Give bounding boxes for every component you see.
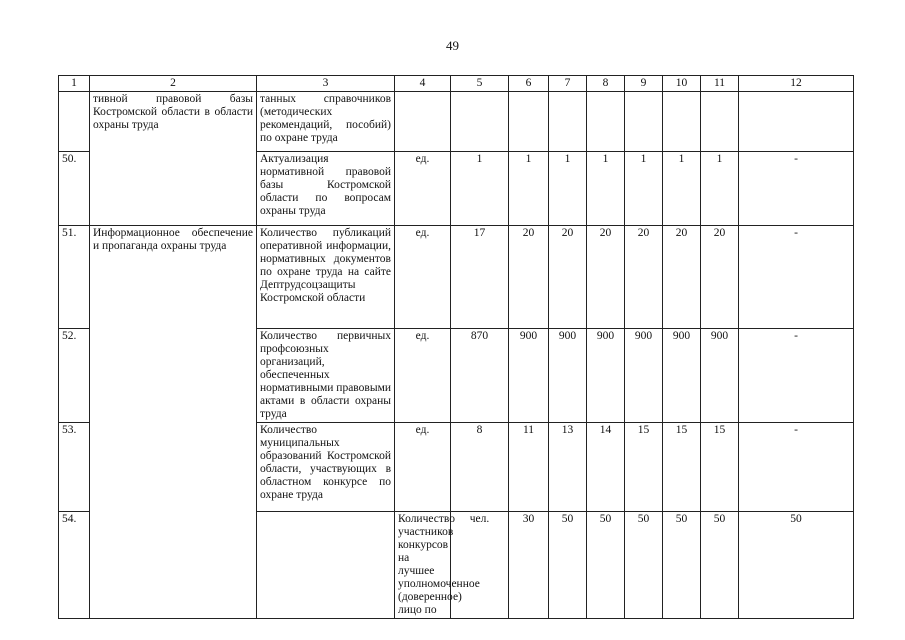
value-cell: 1 xyxy=(549,152,587,226)
value-cell: 900 xyxy=(587,329,625,423)
value-cell: 50 xyxy=(587,512,625,619)
indicator-table xyxy=(58,75,854,619)
header-cell: 6 xyxy=(509,76,549,92)
value-cell xyxy=(739,92,854,152)
value-cell: 50 xyxy=(739,512,854,619)
value-cell: - xyxy=(739,152,854,226)
value-cell: 50 xyxy=(663,512,701,619)
value-cell: 1 xyxy=(587,152,625,226)
page-number: 49 xyxy=(446,38,459,53)
value-cell: 50 xyxy=(701,512,739,619)
unit-cell xyxy=(395,92,451,152)
value-cell: 50 xyxy=(549,512,587,619)
value-cell: 30 xyxy=(509,512,549,619)
value-cell: 20 xyxy=(625,226,663,329)
header-cell: 7 xyxy=(549,76,587,92)
unit-cell: ед. xyxy=(395,226,451,329)
value-cell: 900 xyxy=(663,329,701,423)
goal-cell: Информационное обеспечение и пропаганда охраны труда xyxy=(90,226,257,619)
value-cell: 870 xyxy=(451,329,509,423)
value-cell: 900 xyxy=(549,329,587,423)
value-cell: 13 xyxy=(549,423,587,512)
header-cell: 3 xyxy=(257,76,395,92)
row-number: 54. xyxy=(59,512,90,619)
value-cell: 900 xyxy=(625,329,663,423)
indicator-cell: Количество муниципальных образований Костромской области, участвующих в областном конкурсе по охране труда xyxy=(257,423,395,512)
table-row xyxy=(59,226,854,329)
value-cell: 15 xyxy=(701,423,739,512)
value-cell: 8 xyxy=(451,423,509,512)
header-cell: 9 xyxy=(625,76,663,92)
value-cell: 50 xyxy=(625,512,663,619)
value-cell xyxy=(701,92,739,152)
value-cell xyxy=(625,92,663,152)
header-cell: 5 xyxy=(451,76,509,92)
indicator-cell: танных справочников (методических рекомендаций, пособий) по охране труда xyxy=(257,92,395,152)
unit-cell: чел. xyxy=(451,512,509,619)
value-cell: 900 xyxy=(701,329,739,423)
value-cell: 900 xyxy=(509,329,549,423)
header-cell: 12 xyxy=(739,76,854,92)
value-cell xyxy=(549,92,587,152)
row-number: 51. xyxy=(59,226,90,329)
value-cell xyxy=(587,92,625,152)
goal-cell xyxy=(257,512,395,619)
header-cell: 4 xyxy=(395,76,451,92)
value-cell: 15 xyxy=(663,423,701,512)
row-number: 50. xyxy=(59,152,90,226)
table-row xyxy=(59,92,854,152)
unit-cell: ед. xyxy=(395,329,451,423)
value-cell: 1 xyxy=(625,152,663,226)
header-cell: 1 xyxy=(59,76,90,92)
value-cell xyxy=(663,92,701,152)
indicator-cell: Количество участников конкурсов на лучшее уполномоченное (доверенное) лицо по xyxy=(395,512,451,619)
value-cell: 1 xyxy=(663,152,701,226)
header-cell: 2 xyxy=(90,76,257,92)
value-cell: 1 xyxy=(509,152,549,226)
value-cell: 20 xyxy=(509,226,549,329)
indicator-cell: Количество первичных профсоюзных организаций, обеспеченных нормативными правовыми актами в области охраны труда xyxy=(257,329,395,423)
value-cell: - xyxy=(739,329,854,423)
indicator-cell: Количество публикаций оперативной информации, нормативных документов по охране труда на сайте Дептрудсоцзащиты Костромской области xyxy=(257,226,395,329)
value-cell: 1 xyxy=(451,152,509,226)
value-cell: 14 xyxy=(587,423,625,512)
row-number xyxy=(59,92,90,152)
value-cell xyxy=(509,92,549,152)
header-cell: 11 xyxy=(701,76,739,92)
value-cell xyxy=(451,92,509,152)
row-number: 52. xyxy=(59,329,90,423)
value-cell: - xyxy=(739,226,854,329)
value-cell: 20 xyxy=(663,226,701,329)
header-row xyxy=(59,76,854,92)
header-cell: 8 xyxy=(587,76,625,92)
unit-cell: ед. xyxy=(395,152,451,226)
value-cell: 11 xyxy=(509,423,549,512)
value-cell: 15 xyxy=(625,423,663,512)
value-cell: 20 xyxy=(701,226,739,329)
value-cell: 20 xyxy=(549,226,587,329)
value-cell: - xyxy=(739,423,854,512)
goal-cell: тивной правовой базы Костромской области в области охраны труда xyxy=(90,92,257,226)
row-number: 53. xyxy=(59,423,90,512)
value-cell: 20 xyxy=(587,226,625,329)
unit-cell: ед. xyxy=(395,423,451,512)
indicator-cell: Актуализация нормативной правовой базы Костромской области по вопросам охраны труда xyxy=(257,152,395,226)
value-cell: 1 xyxy=(701,152,739,226)
header-cell: 10 xyxy=(663,76,701,92)
value-cell: 17 xyxy=(451,226,509,329)
